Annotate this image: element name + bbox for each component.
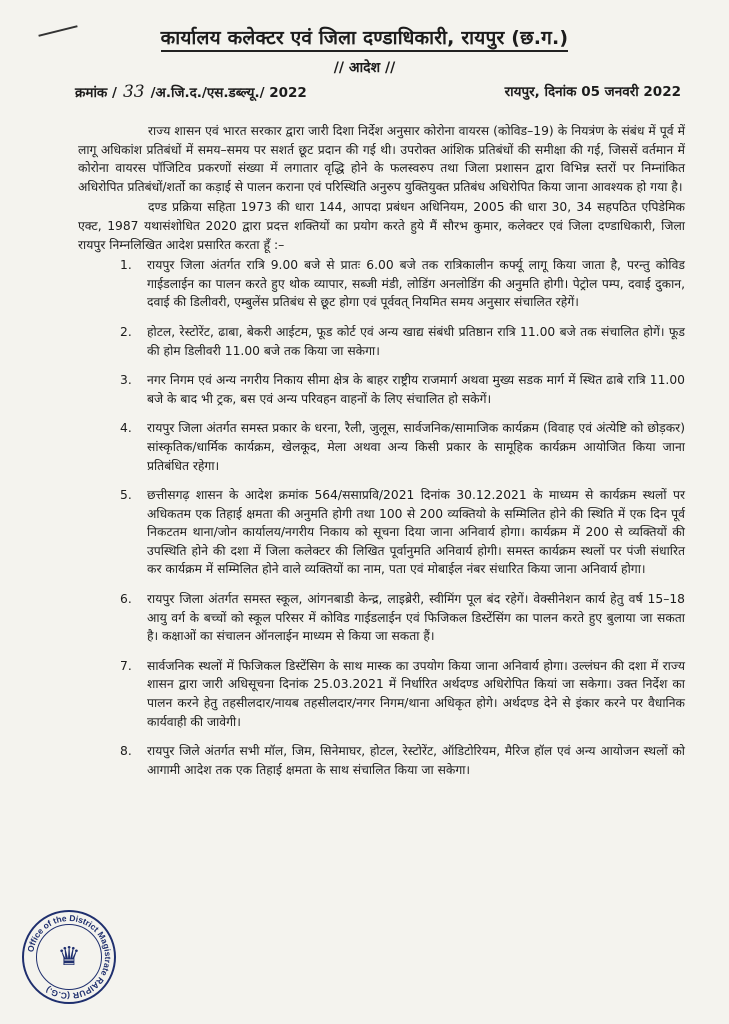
- order-items: [78, 256, 685, 779]
- item-text: सार्वजनिक स्थलों में फिजिकल डिस्टेंसिग के साथ मास्क का उपयोग किया जाना अनिवार्य होगा। उल्लंघन की दशा में राज्य शासन द्वारा जारी अधिसूचना दिनांक 25.03.2021 में निर्धारित अर्थदण्ड अधिरोपित कियां जा सकेगा। उक्त निर्देश का पालन करने हेतु तहसीलदार/नायब तहसीलदार/नगर निगम/थाना अधिकृत होगे। अर्थदण्ड देने से इंकार करने पर वैधानिक कार्यवाही की जावेगी।: [147, 658, 685, 729]
- order-date: रायपुर, दिनांक 05 जनवरी 2022: [504, 84, 681, 100]
- order-item: [78, 371, 685, 408]
- item-text: होटल, रेस्टोरेंट, ढाबा, बेकरी आईटम, फूड कोर्ट एवं अन्य खाद्य संबंधी प्रतिष्ठान रात्रि 11.00 बजे तक संचालित होगें। फूड की होम डिलीवरी 11.00 बजे तक किया जा सकेगा।: [147, 324, 685, 358]
- office-heading: [0, 24, 729, 50]
- intro-paragraph: राज्य शासन एवं भारत सरकार द्वारा जारी दिशा निर्देश अनुसार कोरोना वायरस (कोविड–19) के नियत्रंण के संबंध में पूर्व में लागू अधिकांश प्रतिबंधों में समय–समय पर सशर्त छूट प्रदान की गई थी। उपरोक्त आंशिक प्रतिबंधों की समीक्षा की गई, जिससें वर्तमान में कोरोना वायरस पॉजिटिव प्रकरणों संख्या में लगातार वृद्धि होने के फलस्वरुप तथा जिला प्रशासन द्वारा विभिन्न स्तरों पर निम्नांकित अधिरोपित प्रतिबंधों/शर्तो का कड़ाई से पालन कराना एवं परिस्थिति अनुरुप युक्तियुक्त प्रतिबंध अधिरोपित किया जाना आवश्यक हो गया है।: [78, 124, 685, 194]
- item-text: छत्तीसगढ़ शासन के आदेश क्रमांक 564/ससाप्रवि/2021 दिनांक 30.12.2021 के माध्यम से कार्यक्रम स्थलों पर अधिकतम एक तिहाई क्षमता की अनुमति होगी तथा 100 से 200 व्यक्तियो के सम्मिलित होने की स्थिति में एक दिन पूर्व निकटतम थाना/जोन कार्यालय/नगरीय निकाय को सूचना दिया जाना अनिवार्य होगा। कार्यक्रम में 200 से व्यक्तियों की उपस्थिति होने की दशा में जिला कलेक्टर की लिखित पूर्वानुमति अनिवार्य होगी। समस्त कार्यक्रम स्थलों पर पंजी संधारित कर कार्यक्रम में सम्मिलित होने वाले व्यक्तियों का नाम, पता एवं मोबाईल नंबर संधारित किया जाना अनिवार्य होगा।: [147, 488, 685, 577]
- order-item: [78, 419, 685, 475]
- reference-number: [75, 82, 307, 102]
- item-number: 8.: [120, 744, 132, 759]
- order-item: [78, 323, 685, 360]
- item-text: रायपुर जिले अंतर्गत सभी मॉल, जिम, सिनेमाघर, होटल, रेस्टोरेंट, ऑडिटोरियम, मैरिज हॉल एवं अन्य आयोजन स्थलों को आगामी आदेश तक एक तिहाई क्षमता के साथ संचालित किया जा सकेगा।: [147, 744, 685, 777]
- order-body: [78, 122, 685, 790]
- item-number: 6.: [120, 592, 132, 607]
- authority-paragraph: दण्ड प्रक्रिया सहिता 1973 की धारा 144, आपदा प्रबंधन अधिनियम, 2005 की धारा 30, 34 सहपठित एपिडेमिक एक्ट, 1987 यथासंशोधित 2020 द्वारा प्रदत्त शक्तियों का प्रयोग करते हुये मैं सौरभ कुमार, कलेक्टर एवं जिला दण्डाधिकारी, जिला रायपुर निम्नलिखित आदेश प्रसारित करता हूँ :–: [78, 200, 685, 252]
- item-text: नगर निगम एवं अन्य नगरीय निकाय सीमा क्षेत्र के बाहर राष्ट्रीय राजमार्ग अथवा मुख्य सडक मार्ग में स्थित ढाबे रात्रि 11.00 बजे के बाद भी ट्रक, बस एवं अन्य परिवहन वाहनों के लिए संचालित हो सकेगें।: [147, 373, 685, 406]
- order-item: [78, 657, 685, 731]
- item-number: 7.: [120, 658, 132, 673]
- item-number: 5.: [120, 488, 132, 503]
- item-number: 1.: [120, 258, 132, 273]
- state-emblem-icon: ♛: [57, 942, 81, 972]
- reference-prefix: क्रमांक /: [75, 85, 117, 101]
- official-seal: [22, 910, 116, 1004]
- item-number: 2.: [120, 324, 132, 339]
- handwritten-number: 33: [122, 82, 145, 102]
- svg-text:Office of the District Magistr: Office of the District Magistrate RAIPUR (C.G.): [25, 912, 114, 1002]
- reference-row: [75, 82, 681, 104]
- item-text: रायपुर जिला अंतर्गत रात्रि 9.00 बजे से प्रातः 6.00 बजे तक रात्रिकालीन कर्फ्यू लागू किया जाता है, परन्तु कोविड गाईडलाईन का पालन करते हुए थोक व्यापार, सब्जी मंडी, लोडिंग अनलोडिंग की अनुमति होगी। पेट्रोल पम्प, दवाई दुकान, दवाई की डिलीवरी, एम्बुलेंस प्रतिबंध से छूट होगा एवं पूर्ववत् नियमित समय अनुसार संचालित रहेगें।: [147, 258, 685, 310]
- order-item: [78, 256, 685, 312]
- reference-suffix: /अ.जि.द./एस.डब्ल्यू./ 2022: [150, 85, 307, 101]
- office-title: कार्यालय कलेक्टर एवं जिला दण्डाधिकारी, रायपुर (छ.ग.): [161, 27, 569, 52]
- item-text: रायपुर जिला अंतर्गत समस्त प्रकार के धरना, रैली, जुलूस, सार्वजनिक/सामाजिक कार्यक्रम (विवाह एवं अंत्येष्टि को छोड़कर) सांस्कृतिक/धार्मिक कार्यक्रम, खेलकूद, मेला अथवा अन्य किसी प्रकार के सामूहिक कार्यक्रम आयोजित किया जाना प्रतिबंधित रहेगा।: [147, 421, 685, 473]
- order-item: [78, 742, 685, 779]
- order-label: // आदेश //: [333, 60, 396, 76]
- item-number: 3.: [120, 373, 132, 388]
- order-item: [78, 486, 685, 579]
- item-number: 4.: [120, 421, 132, 436]
- item-text: रायपुर जिला अंतर्गत समस्त स्कूल, आंगनबाडी केन्द्र, लाइब्रेरी, स्वीमिंग पूल बंद रहेगें। वेक्सीनेशन कार्य हेतु वर्ष 15–18 आयु वर्ग के बच्चों को स्कूल परिसर में कोविड गाईडलाईन एवं फिजिकल डिस्टेंसिंग का पालन करते हुए बुलाया जा सकता है। कक्षाओं का संचालन ऑनलाईन माध्यम से किया जा सकता हैं।: [147, 592, 685, 644]
- order-item: [78, 590, 685, 646]
